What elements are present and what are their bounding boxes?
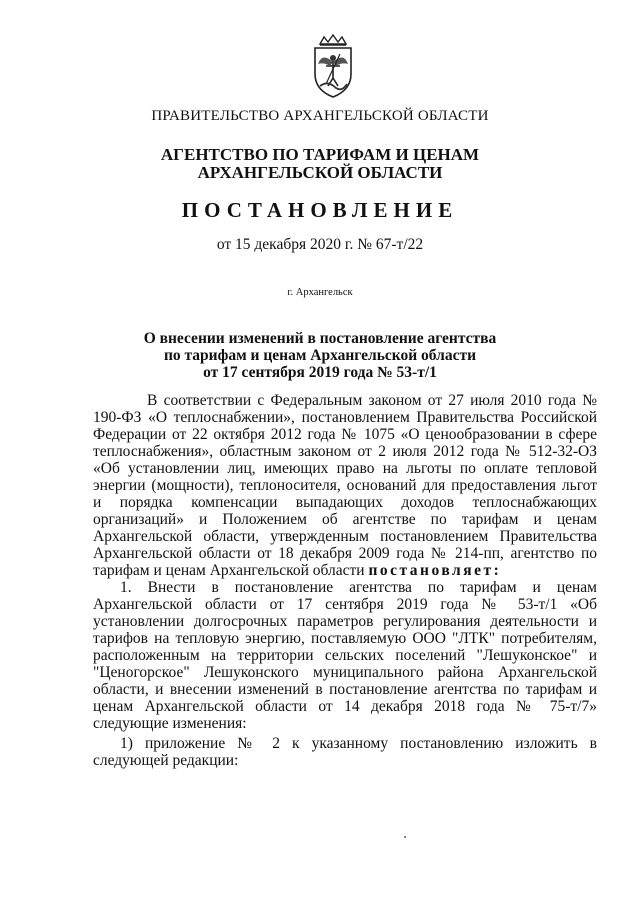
decree-subject [0, 330, 640, 381]
paragraph-preamble [93, 392, 597, 579]
agency-title-line-2: АРХАНГЕЛЬСКОЙ ОБЛАСТИ [197, 163, 443, 182]
government-title: ПРАВИТЕЛЬСТВО АРХАНГЕЛЬСКОЙ ОБЛАСТИ [151, 108, 489, 124]
agency-title-line-1: АГЕНТСТВО ПО ТАРИФАМ И ЦЕНАМ [160, 145, 480, 164]
paragraph-subitem-1: 1) приложение № 2 к указанному постановлению изложить в следующей редакции: [93, 735, 597, 769]
agency-title [0, 146, 640, 182]
paragraph-item-1: 1. Внести в постановление агентства по тарифам и ценам Архангельской области от 17 сентября 2019 года № 53-т/1 «Об установлении долгосрочных параметров регулирования деятельности и тарифов на тепловую энергию, поставляемую ООО "ЛТК" потребителям, расположенным на территории сельских поселений "Лешуконское" и "Ценогорское" Лешуконского муниципального района Архангельской области, и внесении изменений в постановление агентства по тарифам и ценам Архангельской области от 14 декабря 2018 года № 75-т/7» следующие изменения: [93, 579, 597, 732]
preamble-text: В соответствии с Федеральным законом от 27 июля 2010 года № 190-ФЗ «О теплоснабжении», постановлением Правительства Российской Федерации от 22 октября 2012 года № 1075 «О ценообразовании в сфере теплоснабжения», областным законом от 2 июля 2012 года № 512-32-ОЗ «Об установлении лиц, имеющих право на льготы по оплате тепловой энергии (мощности), теплоносителя, оснований для предоставления льгот и порядка компенсации выпадающих доходов теплоснабжающих организаций» и Положением об агентстве по тарифам и ценам Архангельской области, утвержденным постановлением Правительства Архангельской области от 18 декабря 2009 года № 214-пп, агентство по тарифам и ценам Архангельской области [93, 392, 597, 579]
resolves-keyword: постановляет: [368, 562, 502, 579]
date-and-number: от 15 декабря 2020 г. № 67-т/22 [216, 236, 424, 253]
scan-speck [404, 836, 406, 838]
document-body [93, 392, 597, 769]
subject-line-3: от 17 сентября 2019 года № 53-т/1 [203, 364, 437, 381]
subject-line-2: по тарифам и ценам Архангельской области [163, 347, 477, 364]
city: г. Архангельск [287, 287, 353, 298]
document-type: ПОСТАНОВЛЕНИЕ [181, 198, 459, 222]
subject-line-1: О внесении изменений в постановление агентства [143, 330, 497, 347]
coat-of-arms-icon [302, 34, 364, 100]
